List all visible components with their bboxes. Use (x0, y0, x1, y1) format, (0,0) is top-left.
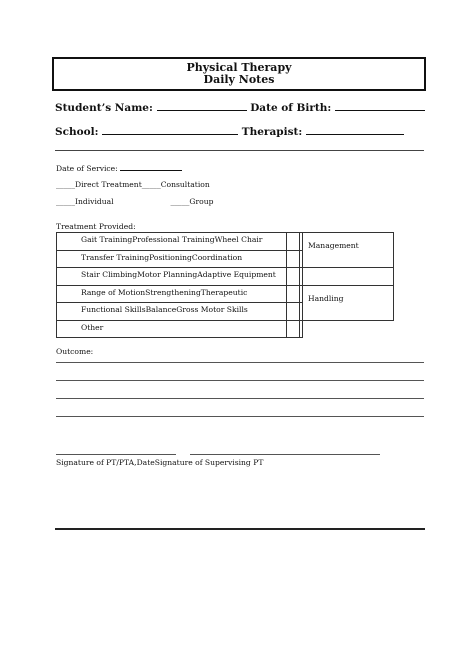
table-cell (287, 303, 300, 321)
treatment-option[interactable] (57, 285, 287, 303)
management-label: Management (308, 241, 359, 250)
group-blank[interactable]: _____ (170, 197, 190, 206)
table-cell (303, 233, 394, 268)
treatment-type-row (56, 180, 210, 189)
treatment-option-label: Gait TrainingProfessional TrainingWheel Chair (81, 235, 263, 244)
treatment-option[interactable] (57, 320, 287, 338)
group-label: Group (189, 197, 214, 206)
individual-blank[interactable]: _____ (56, 197, 75, 206)
table-cell (287, 320, 300, 338)
treatment-option-label: Range of MotionStrengtheningTherapeutic (81, 287, 248, 297)
treatment-option[interactable] (57, 303, 287, 321)
treatment-option-label: Stair ClimbingMotor PlanningAdaptive Equipment (81, 270, 276, 279)
form-title: Physical Therapy (186, 61, 292, 74)
table-cell (287, 268, 300, 286)
student-name-row (55, 101, 425, 114)
consultation-blank[interactable]: _____ (141, 180, 161, 189)
school-label: School: (55, 126, 99, 138)
table-cell (303, 268, 394, 286)
outcome-line[interactable] (56, 380, 424, 381)
treatment-option[interactable] (57, 250, 287, 268)
handling-label: Handling (308, 294, 344, 303)
consultation-label: Consultation (160, 180, 210, 189)
table-cell (300, 303, 303, 321)
form-subtitle: Daily Notes (203, 73, 275, 86)
table-cell (287, 250, 300, 268)
direct-treatment-label: Direct Treatment (74, 180, 142, 189)
outcome-line[interactable] (56, 398, 424, 399)
treatment-option-label: Functional SkillsBalanceGross Motor Skills (81, 305, 248, 314)
table-row (57, 268, 394, 286)
date-of-service-row (56, 163, 182, 173)
session-type-row (56, 197, 213, 206)
outcome-line[interactable] (56, 416, 424, 417)
table-row (57, 320, 394, 338)
table-cell (300, 250, 303, 268)
therapist-field[interactable] (306, 125, 404, 135)
individual-label: Individual (74, 197, 114, 206)
school-row (55, 125, 404, 138)
treatment-option-label: Other (81, 322, 104, 332)
dob-field[interactable] (335, 101, 425, 111)
treatment-option[interactable] (57, 233, 287, 251)
header-divider (55, 150, 424, 151)
outcome-label: Outcome: (56, 347, 94, 356)
bottom-divider (55, 528, 425, 530)
treatment-option-label: Transfer TrainingPositioningCoordination (81, 252, 243, 262)
title-box (52, 57, 426, 91)
treatment-option[interactable] (57, 268, 287, 286)
treatment-provided-label: Treatment Provided: (56, 222, 136, 231)
outcome-line[interactable] (56, 362, 424, 363)
table-cell (303, 320, 394, 338)
school-field[interactable] (102, 125, 238, 135)
date-of-service-field[interactable] (120, 163, 182, 171)
therapist-label: Therapist: (241, 126, 303, 138)
student-name-field[interactable] (157, 101, 247, 111)
pt-signature-line[interactable] (56, 454, 176, 455)
signature-label: Signature of PT/PTA,DateSignature of Supervising PT (56, 458, 264, 467)
table-cell (287, 285, 300, 303)
table-cell (287, 233, 300, 251)
student-name-label: Student’s Name: (55, 102, 153, 114)
dob-label: Date of Birth: (250, 102, 332, 114)
supervisor-signature-line[interactable] (190, 454, 380, 455)
direct-treatment-blank[interactable]: _____ (56, 180, 75, 189)
date-of-service-label: Date of Service: (56, 164, 118, 173)
